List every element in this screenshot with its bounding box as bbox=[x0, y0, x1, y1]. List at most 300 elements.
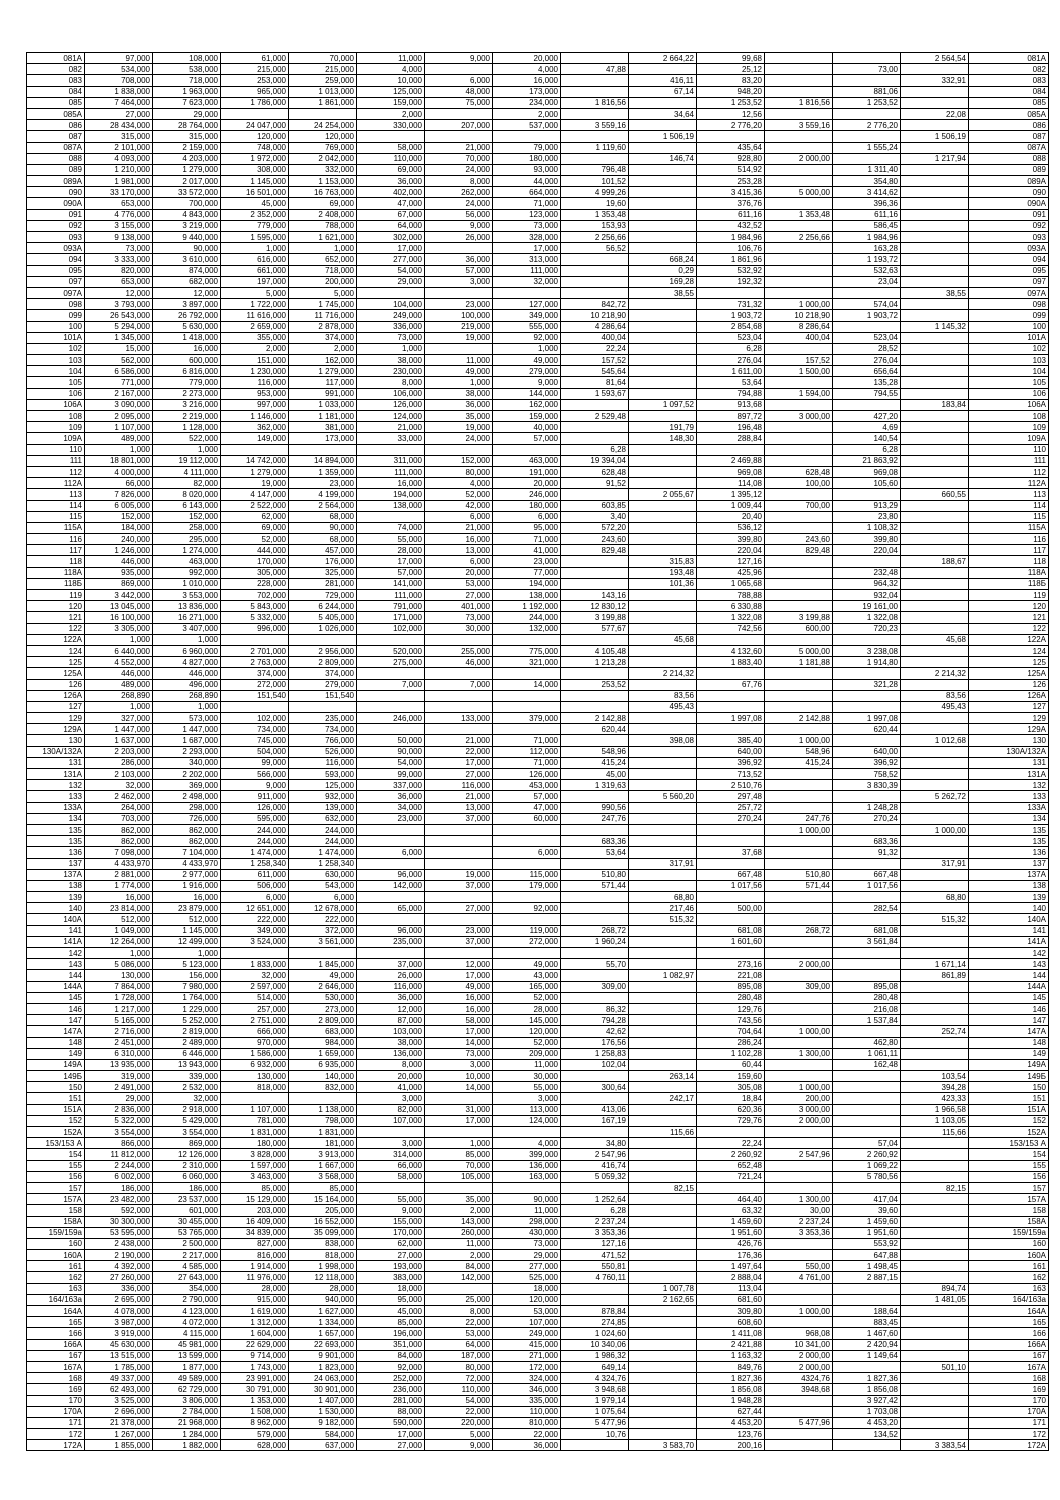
table-cell: 632,000 bbox=[289, 813, 357, 824]
table-cell: 73,000 bbox=[425, 612, 493, 623]
table-cell: 1 033,000 bbox=[289, 399, 357, 410]
table-cell bbox=[629, 645, 697, 656]
table-cell: 6,000 bbox=[425, 511, 493, 522]
table-cell: 1 322,08 bbox=[697, 612, 765, 623]
table-cell: 6 005,000 bbox=[85, 500, 153, 511]
table-cell bbox=[901, 1339, 969, 1350]
table-cell bbox=[629, 343, 697, 354]
table-cell: 99,000 bbox=[357, 769, 425, 780]
table-cell bbox=[901, 1171, 969, 1182]
table-cell: 163 bbox=[27, 1283, 85, 1294]
table-cell bbox=[765, 511, 833, 522]
table-cell: 089 bbox=[969, 164, 1049, 175]
table-cell: 5 123,000 bbox=[153, 959, 221, 970]
table-cell: 3,000 bbox=[493, 1093, 561, 1104]
table-cell bbox=[765, 176, 833, 187]
table-cell: 193,000 bbox=[357, 1261, 425, 1272]
table-cell: 37,000 bbox=[425, 813, 493, 824]
table-cell: 277,000 bbox=[357, 254, 425, 265]
table-cell bbox=[561, 489, 629, 500]
table-cell: 572,20 bbox=[561, 522, 629, 533]
table-cell: 129А bbox=[27, 724, 85, 735]
table-cell: 140,54 bbox=[833, 433, 901, 444]
table-cell: 147 bbox=[969, 1015, 1049, 1026]
table-cell: 2 547,96 bbox=[765, 1149, 833, 1160]
table-cell: 68,80 bbox=[629, 892, 697, 903]
table-cell bbox=[289, 108, 357, 119]
table-cell: 1 827,36 bbox=[697, 1373, 765, 1384]
table-cell: 721,24 bbox=[697, 1171, 765, 1182]
table-cell: 2 977,000 bbox=[153, 869, 221, 880]
table-cell: 81,64 bbox=[561, 377, 629, 388]
table-row bbox=[27, 164, 1049, 175]
table-cell: 4 433,970 bbox=[153, 858, 221, 869]
table-cell: 91,32 bbox=[833, 847, 901, 858]
table-cell: 1 467,60 bbox=[833, 1328, 901, 1339]
table-cell: 49 589,000 bbox=[153, 1373, 221, 1384]
table-cell bbox=[901, 388, 969, 399]
table-cell: 100,00 bbox=[765, 478, 833, 489]
table-cell: 3 927,42 bbox=[833, 1395, 901, 1406]
table-cell: 23 879,000 bbox=[153, 903, 221, 914]
table-cell: 6 060,000 bbox=[153, 1171, 221, 1182]
table-cell bbox=[697, 1182, 765, 1193]
table-cell: 30 791,000 bbox=[221, 1384, 289, 1395]
table-cell: 446,000 bbox=[153, 668, 221, 679]
table-cell: 140А bbox=[969, 914, 1049, 925]
table-cell: 1 258,83 bbox=[561, 1048, 629, 1059]
table-row bbox=[27, 578, 1049, 589]
table-cell: 113,04 bbox=[697, 1283, 765, 1294]
table-cell: 257,000 bbox=[221, 1003, 289, 1014]
table-cell: 112А bbox=[969, 478, 1049, 489]
table-cell: 194,000 bbox=[493, 578, 561, 589]
table-cell: 1 627,000 bbox=[289, 1306, 357, 1317]
table-cell bbox=[833, 75, 901, 86]
table-cell: 138 bbox=[27, 880, 85, 891]
table-cell bbox=[901, 1227, 969, 1238]
table-cell: 463,000 bbox=[493, 455, 561, 466]
table-cell: 1,000 bbox=[425, 1138, 493, 1149]
table-cell: 2 142,88 bbox=[765, 713, 833, 724]
table-row bbox=[27, 534, 1049, 545]
table-cell: 156 bbox=[27, 1171, 85, 1182]
table-cell: 523,04 bbox=[697, 332, 765, 343]
table-cell: 2,000 bbox=[289, 343, 357, 354]
table-cell: 28 434,000 bbox=[85, 120, 153, 131]
table-cell: 249,000 bbox=[493, 1328, 561, 1339]
table-cell: 620,44 bbox=[561, 724, 629, 735]
table-cell: 220,04 bbox=[697, 545, 765, 556]
table-cell: 68,000 bbox=[289, 511, 357, 522]
table-cell bbox=[833, 701, 901, 712]
table-cell: 69,000 bbox=[289, 198, 357, 209]
table-cell: 70,000 bbox=[425, 153, 493, 164]
table-row bbox=[27, 332, 1049, 343]
table-cell: 55,000 bbox=[493, 1082, 561, 1093]
table-row bbox=[27, 153, 1049, 164]
table-cell bbox=[833, 791, 901, 802]
table-row bbox=[27, 1171, 1049, 1182]
table-cell: 1,000 bbox=[85, 634, 153, 645]
table-cell: 12,000 bbox=[153, 287, 221, 298]
table-cell: 446,000 bbox=[85, 668, 153, 679]
table-cell: 346,000 bbox=[493, 1384, 561, 1395]
table-cell: 4 000,000 bbox=[85, 466, 153, 477]
table-cell: 089А bbox=[27, 176, 85, 187]
table-cell: 2 095,000 bbox=[85, 411, 153, 422]
table-cell bbox=[901, 366, 969, 377]
table-cell: 130 bbox=[27, 735, 85, 746]
table-cell: 1 447,000 bbox=[153, 724, 221, 735]
table-cell: 415,24 bbox=[765, 757, 833, 768]
table-cell: 75,000 bbox=[425, 97, 493, 108]
table-cell: 108 bbox=[969, 411, 1049, 422]
data-table bbox=[26, 52, 1049, 1451]
table-cell bbox=[901, 176, 969, 187]
table-cell: 4 760,11 bbox=[561, 1272, 629, 1283]
table-cell bbox=[357, 668, 425, 679]
table-cell: 82,15 bbox=[901, 1182, 969, 1193]
table-cell: 191,000 bbox=[493, 466, 561, 477]
table-cell: 742,56 bbox=[697, 623, 765, 634]
table-cell: 7 864,000 bbox=[85, 981, 153, 992]
table-cell: 298,000 bbox=[493, 1216, 561, 1227]
table-cell: 085А bbox=[969, 108, 1049, 119]
table-cell: 123,76 bbox=[697, 1429, 765, 1440]
table-cell: 2 237,24 bbox=[765, 1216, 833, 1227]
table-cell: 640,00 bbox=[833, 746, 901, 757]
table-cell: 113 bbox=[27, 489, 85, 500]
table-row bbox=[27, 1406, 1049, 1417]
table-cell: 2,000 bbox=[221, 343, 289, 354]
table-cell: 11,000 bbox=[425, 355, 493, 366]
table-row bbox=[27, 914, 1049, 925]
table-cell: 374,000 bbox=[289, 668, 357, 679]
table-cell: 12,000 bbox=[425, 959, 493, 970]
table-cell: 102,04 bbox=[561, 1059, 629, 1070]
table-cell: 093 bbox=[27, 232, 85, 243]
table-cell bbox=[901, 925, 969, 936]
table-cell: 149А bbox=[27, 1059, 85, 1070]
table-cell: 95,000 bbox=[493, 522, 561, 533]
table-cell: 32,000 bbox=[85, 780, 153, 791]
table-cell bbox=[629, 757, 697, 768]
table-cell: 48,000 bbox=[425, 86, 493, 97]
table-cell: 110 bbox=[27, 444, 85, 455]
table-cell: 745,000 bbox=[221, 735, 289, 746]
table-cell: 2 310,000 bbox=[153, 1160, 221, 1171]
table-cell: 309,00 bbox=[561, 981, 629, 992]
table-row bbox=[27, 265, 1049, 276]
table-cell: 270,24 bbox=[833, 813, 901, 824]
table-cell: 1 447,000 bbox=[85, 724, 153, 735]
table-cell: 83,56 bbox=[629, 690, 697, 701]
table-cell bbox=[561, 1182, 629, 1193]
table-cell: 832,000 bbox=[289, 1082, 357, 1093]
table-cell: 087 bbox=[969, 131, 1049, 142]
table-cell: 138,000 bbox=[493, 590, 561, 601]
table-cell bbox=[629, 1059, 697, 1070]
table-cell: 153,93 bbox=[561, 220, 629, 231]
table-cell: 432,52 bbox=[697, 220, 765, 231]
table-cell: 71,000 bbox=[493, 534, 561, 545]
table-cell: 13,000 bbox=[425, 802, 493, 813]
table-cell: 1 604,000 bbox=[221, 1328, 289, 1339]
table-cell: 111,000 bbox=[357, 466, 425, 477]
table-cell: 1 621,000 bbox=[289, 232, 357, 243]
table-cell: 3 415,36 bbox=[697, 187, 765, 198]
table-cell bbox=[221, 108, 289, 119]
table-cell bbox=[697, 914, 765, 925]
table-cell: 281,000 bbox=[357, 1395, 425, 1406]
table-cell: 127,000 bbox=[493, 299, 561, 310]
table-cell: 31,000 bbox=[425, 1104, 493, 1115]
table-cell: 2 564,000 bbox=[289, 500, 357, 511]
table-cell: 6,000 bbox=[425, 75, 493, 86]
table-cell: 62 729,000 bbox=[153, 1384, 221, 1395]
table-cell: 5 252,000 bbox=[153, 1015, 221, 1026]
table-cell: 41,000 bbox=[357, 1082, 425, 1093]
table-cell: 24,000 bbox=[425, 198, 493, 209]
table-cell: 1 193,72 bbox=[833, 254, 901, 265]
table-row bbox=[27, 1227, 1049, 1238]
table-cell: 3,000 bbox=[425, 1059, 493, 1070]
table-cell: 49,000 bbox=[425, 366, 493, 377]
table-cell: 20,000 bbox=[357, 1071, 425, 1082]
table-cell: 146 bbox=[969, 1003, 1049, 1014]
table-cell: 495,43 bbox=[901, 701, 969, 712]
table-cell: 220,04 bbox=[833, 545, 901, 556]
table-row bbox=[27, 713, 1049, 724]
table-cell: 577,67 bbox=[561, 623, 629, 634]
table-cell bbox=[765, 970, 833, 981]
table-cell: 22 693,000 bbox=[289, 1339, 357, 1350]
table-cell: 398,08 bbox=[629, 735, 697, 746]
table-cell: 153/153 А bbox=[27, 1138, 85, 1149]
table-cell bbox=[629, 1138, 697, 1149]
table-cell: 2 491,000 bbox=[85, 1082, 153, 1093]
table-cell: 18,000 bbox=[493, 1283, 561, 1294]
table-cell: 8,000 bbox=[425, 1306, 493, 1317]
table-cell bbox=[765, 1294, 833, 1305]
table-cell: 236,000 bbox=[357, 1384, 425, 1395]
table-cell: 2 244,000 bbox=[85, 1160, 153, 1171]
table-cell bbox=[425, 1283, 493, 1294]
table-cell: 083 bbox=[27, 75, 85, 86]
table-cell: 268,890 bbox=[153, 690, 221, 701]
table-cell: 082 bbox=[27, 64, 85, 75]
table-cell: 948,20 bbox=[697, 86, 765, 97]
table-cell bbox=[629, 869, 697, 880]
table-cell: 1 267,000 bbox=[85, 1429, 153, 1440]
table-cell: 3 353,36 bbox=[561, 1227, 629, 1238]
table-cell: 453,000 bbox=[493, 780, 561, 791]
table-cell bbox=[901, 522, 969, 533]
table-cell: 2 214,32 bbox=[629, 668, 697, 679]
table-cell: 6 002,000 bbox=[85, 1171, 153, 1182]
table-cell: 2 017,000 bbox=[153, 176, 221, 187]
table-cell: 6 330,88 bbox=[697, 601, 765, 612]
table-cell: 298,000 bbox=[153, 802, 221, 813]
table-cell: 141,000 bbox=[357, 578, 425, 589]
table-cell: 168 bbox=[969, 1373, 1049, 1384]
table-cell: 252,74 bbox=[901, 1026, 969, 1037]
table-cell: 097А bbox=[969, 287, 1049, 298]
table-cell: 276,04 bbox=[697, 355, 765, 366]
table-cell: 135 bbox=[969, 824, 1049, 835]
table-cell: 234,000 bbox=[493, 97, 561, 108]
table-cell: 262,000 bbox=[425, 187, 493, 198]
table-cell: 70,000 bbox=[289, 53, 357, 64]
table-cell: 72,000 bbox=[425, 1373, 493, 1384]
table-cell bbox=[629, 1350, 697, 1361]
table-cell: 63,32 bbox=[697, 1205, 765, 1216]
table-cell: 232,48 bbox=[833, 567, 901, 578]
table-cell: 1 149,64 bbox=[833, 1350, 901, 1361]
table-cell: 402,000 bbox=[357, 187, 425, 198]
table-cell bbox=[765, 522, 833, 533]
table-cell: 666,000 bbox=[221, 1026, 289, 1037]
table-cell bbox=[289, 948, 357, 959]
table-row bbox=[27, 1048, 1049, 1059]
table-cell: 36,000 bbox=[425, 254, 493, 265]
table-cell: 37,000 bbox=[357, 959, 425, 970]
table-cell: 818,000 bbox=[289, 1250, 357, 1261]
table-cell bbox=[901, 444, 969, 455]
table-cell: 132 bbox=[969, 780, 1049, 791]
table-cell: 38,000 bbox=[357, 355, 425, 366]
table-cell: 288,84 bbox=[697, 433, 765, 444]
table-row bbox=[27, 276, 1049, 287]
table-cell bbox=[901, 802, 969, 813]
table-row bbox=[27, 86, 1049, 97]
table-cell bbox=[833, 1104, 901, 1115]
table-cell: 23 537,000 bbox=[153, 1194, 221, 1205]
table-cell: 681,08 bbox=[697, 925, 765, 936]
table-cell: 550,81 bbox=[561, 1261, 629, 1272]
table-cell: 6,28 bbox=[833, 444, 901, 455]
table-cell: 160А bbox=[969, 1250, 1049, 1261]
table-row bbox=[27, 1440, 1049, 1451]
table-cell bbox=[901, 1406, 969, 1417]
table-cell: 1 966,58 bbox=[901, 1104, 969, 1115]
table-cell bbox=[493, 892, 561, 903]
table-cell: 1 827,36 bbox=[833, 1373, 901, 1384]
table-cell: 085А bbox=[27, 108, 85, 119]
table-cell: 73,000 bbox=[493, 220, 561, 231]
table-cell: 1 703,08 bbox=[833, 1406, 901, 1417]
table-cell: 136 bbox=[969, 847, 1049, 858]
table-cell: 120,000 bbox=[493, 1294, 561, 1305]
table-cell: 781,000 bbox=[221, 1115, 289, 1126]
table-cell bbox=[629, 511, 697, 522]
table-cell: 71,000 bbox=[493, 735, 561, 746]
table-cell bbox=[493, 948, 561, 959]
table-cell: 167 bbox=[27, 1350, 85, 1361]
table-cell: 26,000 bbox=[357, 970, 425, 981]
table-cell: 45,68 bbox=[901, 634, 969, 645]
table-cell: 244,000 bbox=[289, 824, 357, 835]
table-cell: 399,80 bbox=[833, 534, 901, 545]
table-cell bbox=[901, 1205, 969, 1216]
table-cell: 126 bbox=[27, 679, 85, 690]
table-cell: 097 bbox=[969, 276, 1049, 287]
table-cell bbox=[561, 701, 629, 712]
table-cell bbox=[629, 411, 697, 422]
table-cell bbox=[901, 478, 969, 489]
table-cell: 098 bbox=[969, 299, 1049, 310]
table-row bbox=[27, 75, 1049, 86]
table-row bbox=[27, 1272, 1049, 1283]
table-cell: 5 000,00 bbox=[765, 645, 833, 656]
table-row bbox=[27, 1194, 1049, 1205]
table-cell: 145,000 bbox=[493, 1015, 561, 1026]
table-cell: 620,36 bbox=[697, 1104, 765, 1115]
table-cell: 5,000 bbox=[289, 287, 357, 298]
table-cell: 44,000 bbox=[493, 176, 561, 187]
table-cell bbox=[425, 1127, 493, 1138]
table-cell: 188,64 bbox=[833, 1306, 901, 1317]
table-cell: 244,000 bbox=[221, 836, 289, 847]
table-cell: 246,000 bbox=[493, 489, 561, 500]
table-cell: 1 353,48 bbox=[765, 209, 833, 220]
table-cell: 4 324,76 bbox=[561, 1373, 629, 1384]
table-cell: 149,000 bbox=[221, 433, 289, 444]
table-cell: 788,000 bbox=[289, 220, 357, 231]
table-cell bbox=[561, 254, 629, 265]
table-cell: 222,000 bbox=[221, 914, 289, 925]
table-cell: 191,79 bbox=[629, 422, 697, 433]
table-cell: 6,000 bbox=[221, 892, 289, 903]
table-cell: 1 345,000 bbox=[85, 332, 153, 343]
table-cell: 090 bbox=[27, 187, 85, 198]
table-cell: 34,000 bbox=[357, 802, 425, 813]
table-cell bbox=[833, 1127, 901, 1138]
table-cell: 54,000 bbox=[425, 1395, 493, 1406]
table-row bbox=[27, 1429, 1049, 1440]
table-cell: 19,000 bbox=[425, 869, 493, 880]
table-cell: 151А bbox=[27, 1104, 85, 1115]
table-cell bbox=[765, 276, 833, 287]
table-cell bbox=[765, 220, 833, 231]
table-cell: 1 181,88 bbox=[765, 657, 833, 668]
table-cell: 19,60 bbox=[561, 198, 629, 209]
table-cell: 2 498,000 bbox=[153, 791, 221, 802]
table-cell: 592,000 bbox=[85, 1205, 153, 1216]
table-cell: 116,000 bbox=[221, 377, 289, 388]
table-cell: 242,17 bbox=[629, 1093, 697, 1104]
table-cell: 92,000 bbox=[493, 332, 561, 343]
table-cell: 3 897,000 bbox=[153, 299, 221, 310]
table-cell: 2 462,000 bbox=[85, 791, 153, 802]
table-row bbox=[27, 1216, 1049, 1227]
table-cell bbox=[561, 1093, 629, 1104]
table-cell: 29,000 bbox=[357, 276, 425, 287]
table-cell: 869,000 bbox=[153, 1138, 221, 1149]
table-cell: 1 311,40 bbox=[833, 164, 901, 175]
table-cell: 133,000 bbox=[425, 713, 493, 724]
table-cell: 849,76 bbox=[697, 1361, 765, 1372]
table-cell: 187,000 bbox=[425, 1350, 493, 1361]
table-row bbox=[27, 880, 1049, 891]
table-cell: 862,000 bbox=[153, 824, 221, 835]
table-row bbox=[27, 757, 1049, 768]
table-cell: 330,000 bbox=[357, 120, 425, 131]
table-cell bbox=[561, 914, 629, 925]
table-cell: 616,000 bbox=[221, 254, 289, 265]
table-cell: 081А bbox=[969, 53, 1049, 64]
